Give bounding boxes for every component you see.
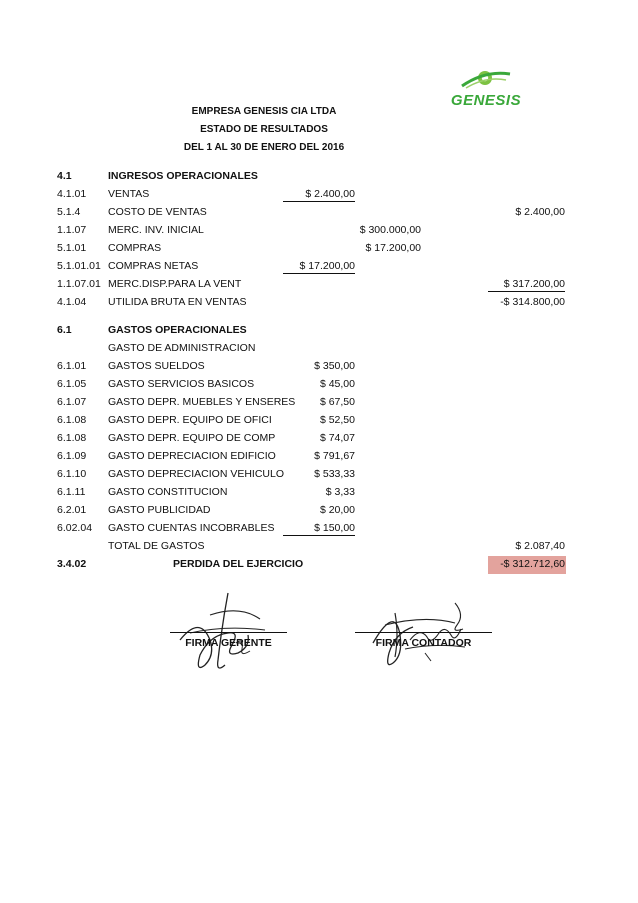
section-code: 6.1 (57, 324, 72, 336)
amount-col3: $ 317.200,00 (488, 278, 565, 292)
account-desc: GASTO DEPR. MUEBLES Y ENSERES (108, 396, 296, 408)
resultado-value: -$ 312.712,60 (500, 558, 565, 570)
account-code: 5.1.01 (57, 242, 87, 254)
account-desc: MERC.DISP.PARA LA VENT (108, 278, 242, 290)
resultado-row (0, 556, 638, 574)
report-title: ESTADO DE RESULTADOS (200, 124, 328, 135)
genesis-logo (440, 62, 532, 112)
account-code: 6.1.08 (57, 414, 87, 426)
table-row (0, 222, 638, 240)
amount-col2: $ 300.000,00 (359, 224, 421, 236)
amount-col1: $ 74,07 (319, 432, 355, 444)
firma-gerente-label: FIRMA GERENTE (185, 637, 272, 649)
resultado-label: PERDIDA DEL EJERCICIO (173, 558, 304, 570)
account-code: 4.1.01 (57, 188, 87, 200)
table-row (0, 430, 638, 448)
amount-col1: $ 45,00 (319, 378, 355, 390)
company-name: EMPRESA GENESIS CIA LTDA (191, 106, 337, 117)
account-desc: GASTO DEPR. EQUIPO DE OFICI (108, 414, 272, 426)
account-desc: VENTAS (108, 188, 150, 200)
section-title: GASTOS OPERACIONALES (108, 324, 247, 336)
account-code: 6.1.10 (57, 468, 87, 480)
table-row (0, 186, 638, 204)
logo-text: GENESIS (450, 92, 522, 109)
amount-col3: $ 2.400,00 (515, 206, 565, 218)
subheading: GASTO DE ADMINISTRACION (108, 342, 256, 354)
total-gastos-row (0, 538, 638, 556)
account-desc: GASTO DEPR. EQUIPO DE COMP (108, 432, 276, 444)
account-code: 5.1.01.01 (57, 260, 101, 272)
account-code: 5.1.4 (57, 206, 81, 218)
account-code: 6.02.04 (57, 522, 93, 534)
table-row (0, 412, 638, 430)
total-label: TOTAL DE GASTOS (108, 540, 205, 552)
account-desc: GASTO PUBLICIDAD (108, 504, 211, 516)
signature-line-gerente (170, 632, 287, 633)
account-desc: COMPRAS (108, 242, 162, 254)
amount-col1: $ 67,50 (319, 396, 355, 408)
amount-col1: $ 791,67 (314, 450, 355, 462)
table-row (0, 466, 638, 484)
table-row (0, 448, 638, 466)
account-code: 6.1.11 (57, 486, 86, 498)
account-code: 1.1.07 (57, 224, 87, 236)
section-title: INGRESOS OPERACIONALES (108, 170, 258, 182)
account-desc: GASTO DEPRECIACION EDIFICIO (108, 450, 276, 462)
section-gastos-header (0, 322, 638, 340)
subheading-row (0, 340, 638, 358)
table-row (0, 240, 638, 258)
total-value: $ 2.087,40 (515, 540, 565, 552)
account-desc: UTILIDA BRUTA EN VENTAS (108, 296, 247, 308)
table-row (0, 502, 638, 520)
report-period: DEL 1 AL 30 DE ENERO DEL 2016 (183, 142, 345, 153)
amount-col1: $ 17.200,00 (283, 260, 355, 274)
table-row (0, 276, 638, 294)
resultado-code: 3.4.02 (57, 558, 87, 570)
account-desc: GASTO CUENTAS INCOBRABLES (108, 522, 275, 534)
account-code: 6.2.01 (57, 504, 87, 516)
amount-col1: $ 533,33 (314, 468, 355, 480)
section-code: 4.1 (57, 170, 72, 182)
account-code: 6.1.08 (57, 432, 87, 444)
account-desc: GASTO DEPRECIACION VEHICULO (108, 468, 285, 480)
account-desc: GASTO CONSTITUCION (108, 486, 228, 498)
firma-contador-label: FIRMA CONTADOR (375, 637, 472, 649)
account-code: 4.1.04 (57, 296, 87, 308)
account-code: 6.1.07 (57, 396, 87, 408)
amount-col1: $ 2.400,00 (283, 188, 355, 202)
amount-col1: $ 3,33 (325, 486, 355, 498)
section-ingresos-header (0, 168, 638, 186)
amount-col3: -$ 314.800,00 (500, 296, 565, 308)
signature-line-contador (355, 632, 492, 633)
account-desc: GASTOS SUELDOS (108, 360, 205, 372)
table-row (0, 376, 638, 394)
amount-col1: $ 52,50 (319, 414, 355, 426)
account-desc: COMPRAS NETAS (108, 260, 199, 272)
amount-col1: $ 20,00 (319, 504, 355, 516)
account-code: 1.1.07.01 (57, 278, 101, 290)
table-row (0, 358, 638, 376)
table-row (0, 258, 638, 276)
account-desc: MERC. INV. INICIAL (108, 224, 204, 236)
account-code: 6.1.05 (57, 378, 87, 390)
amount-col2: $ 17.200,00 (365, 242, 421, 254)
table-row (0, 204, 638, 222)
table-row (0, 394, 638, 412)
account-code: 6.1.09 (57, 450, 87, 462)
amount-col1: $ 350,00 (314, 360, 355, 372)
account-code: 6.1.01 (57, 360, 87, 372)
table-row (0, 484, 638, 502)
amount-col1: $ 150,00 (283, 522, 355, 536)
table-row (0, 520, 638, 538)
account-desc: GASTO SERVICIOS BASICOS (108, 378, 255, 390)
table-row (0, 294, 638, 312)
account-desc: COSTO DE VENTAS (108, 206, 207, 218)
